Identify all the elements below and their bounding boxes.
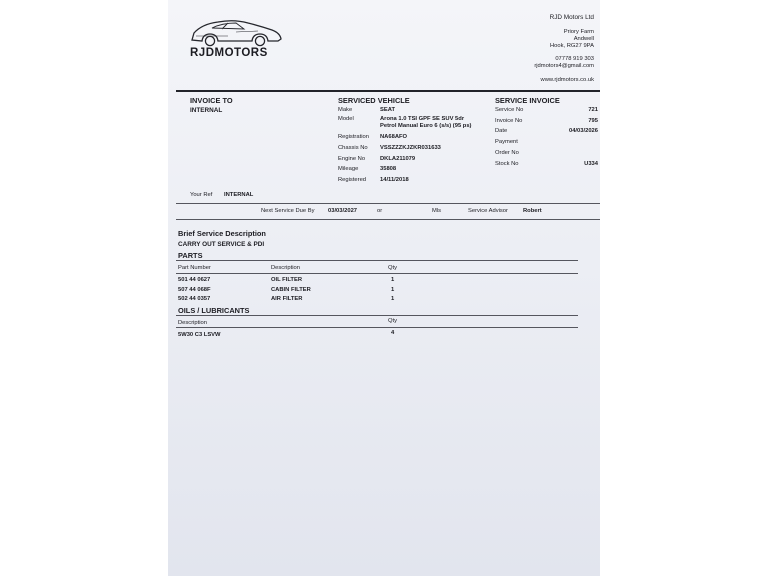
next-service-date: 03/03/2027 [328, 208, 358, 214]
company-email: rjdmotors4@gmail.com [534, 63, 594, 69]
header-divider [176, 90, 600, 92]
parts-top-rule [176, 260, 578, 261]
your-ref-label: Your Ref [190, 192, 213, 198]
registered-value: 14/11/2018 [380, 177, 409, 183]
oil-qty: 4 [391, 330, 395, 336]
part-description: CABIN FILTER [271, 287, 311, 293]
company-name: RJD Motors Ltd [549, 14, 594, 21]
make-label: Make [338, 107, 353, 113]
part-description: AIR FILTER [271, 296, 303, 302]
service-no-value: 721 [588, 107, 598, 113]
logo-text: RJDMOTORS [190, 47, 268, 59]
serviced-vehicle-heading: SERVICED VEHICLE [338, 96, 410, 105]
or-label: or [377, 208, 383, 214]
part-number: 502 44 0357 [178, 296, 211, 302]
oils-header-rule [176, 327, 578, 328]
oils-col-qty: Qty [388, 318, 398, 324]
parts-col-qty: Qty [388, 265, 398, 271]
stock-no-value: U334 [584, 161, 598, 167]
invoice-to-name: INTERNAL [190, 107, 223, 114]
service-invoice-heading: SERVICE INVOICE [495, 96, 560, 105]
parts-col-description: Description [271, 265, 300, 271]
address-line-2: Andwell [573, 36, 594, 42]
invoice-sheet [168, 0, 600, 576]
brief-description-text: CARRY OUT SERVICE & PDI [178, 241, 265, 248]
invoice-to-heading: INVOICE TO [190, 96, 233, 105]
service-no-label: Service No [495, 107, 524, 113]
company-website: www.rjdmotors.co.uk [540, 77, 594, 83]
next-service-divider [176, 219, 600, 220]
part-description: OIL FILTER [271, 277, 303, 283]
company-phone: 07778 919 303 [555, 56, 594, 62]
model-label: Model [338, 116, 354, 122]
model-value-line-2: Petrol Manual Euro 6 (s/s) (95 ps) [380, 123, 472, 129]
part-number: 507 44 068F [178, 287, 211, 293]
mileage-value: 35808 [380, 166, 397, 172]
parts-col-part-number: Part Number [178, 265, 211, 271]
date-value: 04/03/2026 [568, 128, 598, 134]
registration-value: NA68AFO [380, 134, 408, 140]
chassis-label: Chassis No [338, 145, 368, 151]
part-number: 501 44 0627 [178, 277, 211, 283]
ref-divider [176, 203, 600, 204]
service-advisor-value: Robert [523, 208, 542, 214]
your-ref-value: INTERNAL [224, 192, 254, 198]
address-line-3: Hook, RG27 9PA [549, 43, 594, 49]
oil-description: 5W30 C3 LSVW [178, 332, 221, 338]
next-service-label: Next Service Due By [261, 208, 315, 214]
parts-heading: PARTS [178, 251, 203, 260]
payment-label: Payment [495, 139, 518, 145]
invoice-no-label: Invoice No [495, 118, 523, 124]
part-qty: 1 [391, 277, 395, 283]
oils-col-description: Description [178, 320, 207, 326]
car-logo-icon [188, 14, 284, 48]
stock-no-label: Stock No [495, 161, 519, 167]
engine-value: DKLA211079 [380, 156, 416, 162]
chassis-value: VSSZZZKJZKR031633 [380, 145, 441, 151]
registered-label: Registered [338, 177, 367, 183]
registration-label: Registration [338, 134, 369, 140]
order-no-label: Order No [495, 150, 519, 156]
parts-header-rule [176, 273, 578, 274]
engine-label: Engine No [338, 156, 366, 162]
oils-heading: OILS / LUBRICANTS [178, 306, 250, 315]
model-value-line-1: Arona 1.0 TSI GPF SE SUV 5dr [380, 116, 465, 122]
make-value: SEAT [380, 107, 396, 113]
part-qty: 1 [391, 287, 395, 293]
brief-description-heading: Brief Service Description [178, 229, 266, 238]
oils-top-rule [176, 315, 578, 316]
service-advisor-label: Service Advisor [468, 208, 508, 214]
mileage-label: Mileage [338, 166, 359, 172]
mls-label: Mls [432, 208, 442, 214]
invoice-no-value: 795 [588, 118, 598, 124]
date-label: Date [495, 128, 508, 134]
address-line-1: Priory Farm [563, 29, 594, 35]
part-qty: 1 [391, 296, 395, 302]
